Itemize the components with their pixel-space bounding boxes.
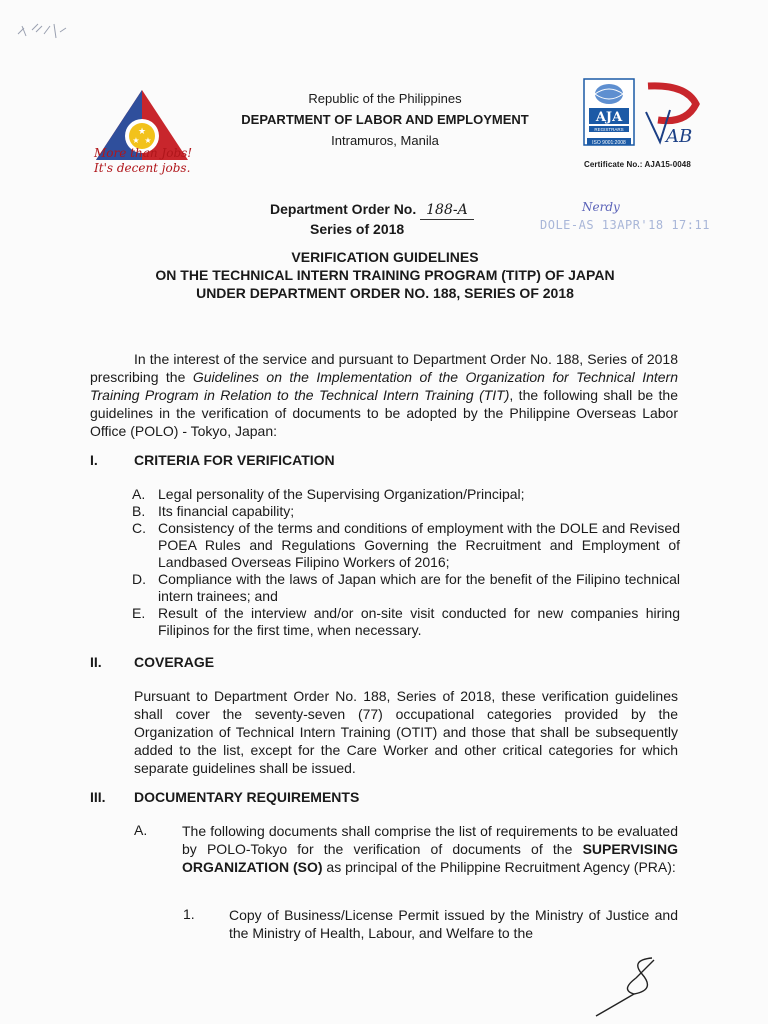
title-line-1: VERIFICATION GUIDELINES [291,249,479,265]
svg-text:REGISTRARS: REGISTRARS [594,127,624,132]
intro-paragraph [90,350,678,440]
department-name: DEPARTMENT OF LABOR AND EMPLOYMENT [241,112,529,127]
list-item [132,605,680,639]
list-text: Compliance with the laws of Japan which are for the benefit of the Filipino technical intern trainees; and [158,571,680,604]
order-number-row [270,200,474,220]
section-1-number: I. [90,452,98,468]
list-item [132,486,680,503]
sub-a-text-1: The following documents shall comprise the list of requirements to be evaluated by POLO-Tokyo for the verification of documents of the [182,823,678,857]
list-text: Consistency of the terms and conditions of employment with the DOLE and Revised POEA Rules and Regulations Governing the Recruitment and Employment of Landbased Overseas Filipino Workers of 2016; [158,520,680,570]
item-1-paragraph: Copy of Business/License Permit issued by the Ministry of Justice and the Ministry of Health, Labour, and Welfare to the [229,907,678,941]
list-marker: A. [132,486,146,502]
section-2-heading: COVERAGE [134,654,215,670]
received-by-signature: Nerdy [582,200,620,214]
section-1-heading: CRITERIA FOR VERIFICATION [134,452,335,468]
criteria-list [132,486,680,639]
title-line-2: ON THE TECHNICAL INTERN TRAINING PROGRAM (TITP) OF JAPAN [155,267,615,283]
svg-text:★: ★ [144,136,152,145]
item-1-marker: 1. [183,906,195,922]
list-item [132,571,680,605]
svg-text:AB: AB [666,126,693,147]
republic-line: Republic of the Philippines [308,91,462,106]
sub-a-bold: SUPERVISING ORGANIZATION (SO) [182,841,678,875]
list-text: Its financial capability; [158,503,295,519]
svg-text:★: ★ [132,136,140,145]
list-text: Result of the interview and/or on-site visit conducted for new companies hiring Filipinos for the first time, when necessary. [158,605,680,638]
list-item [132,520,680,571]
list-text: Legal personality of the Supervising Organization/Principal; [158,486,525,502]
list-marker: D. [132,571,146,587]
subsection-a-paragraph [182,822,678,876]
tagline-line-2: It's decent jobs. [94,161,191,175]
document-title [90,248,680,302]
list-marker: E. [132,605,146,621]
list-marker: C. [132,520,146,536]
intro-text-2: , the following shall be the guidelines in the verification of documents to be adopted by the Philippine Overseas Labor Office (POLO) - Tokyo, Japan: [90,387,678,439]
title-line-3: UNDER DEPARTMENT ORDER NO. 188, SERIES OF 2018 [196,285,574,301]
intro-text-1: In the interest of the service and pursuant to Department Order No. 188, Series of 2018 prescribing the [90,351,678,385]
coverage-paragraph: Pursuant to Department Order No. 188, Series of 2018, these verification guidelines shall cover the seventy-seven (77) occupational categories provided by the Organization of Technical Intern Training (OTIT) and those that shall be subsequently added to the list, except for the Care Worker and other critical categories for which separate guidelines shall be issued. [134,688,678,776]
section-3-heading: DOCUMENTARY REQUIREMENTS [134,789,360,805]
subsection-a-marker: A. [134,822,148,838]
certificate-number: Certificate No.: AJA15-0048 [584,160,691,169]
order-label: Department Order No. [270,201,417,217]
aja-registrars-logo [583,78,635,150]
sub-a-text-2: as principal of the Philippine Recruitment Agency (PRA): [322,859,676,875]
svg-text:AJA: AJA [595,110,623,125]
list-item [132,503,680,520]
received-stamp: DOLE-AS 13APR'18 17:11 [540,218,710,232]
vab-logo [636,80,702,150]
intro-guidelines-title: Guidelines on the Implementation of the Organization for Technical Intern Training Program in Relation to the Technical Intern Training (TIT) [90,369,678,403]
letterhead [200,88,570,151]
corner-scribble [10,12,90,52]
order-series: Series of 2018 [310,221,405,237]
initials-signature [590,950,680,1020]
department-order-block [270,200,474,238]
list-marker: B. [132,503,146,519]
svg-text:★: ★ [137,126,147,136]
svg-text:ISO 9001:2008: ISO 9001:2008 [592,140,626,146]
order-number-handwritten: 188-A [420,201,474,220]
section-3-number: III. [90,789,106,805]
tagline-line-1: More than Jobs! [94,146,193,160]
location-line: Intramuros, Manila [331,133,439,148]
section-2-number: II. [90,654,102,670]
dole-tagline [94,146,192,176]
